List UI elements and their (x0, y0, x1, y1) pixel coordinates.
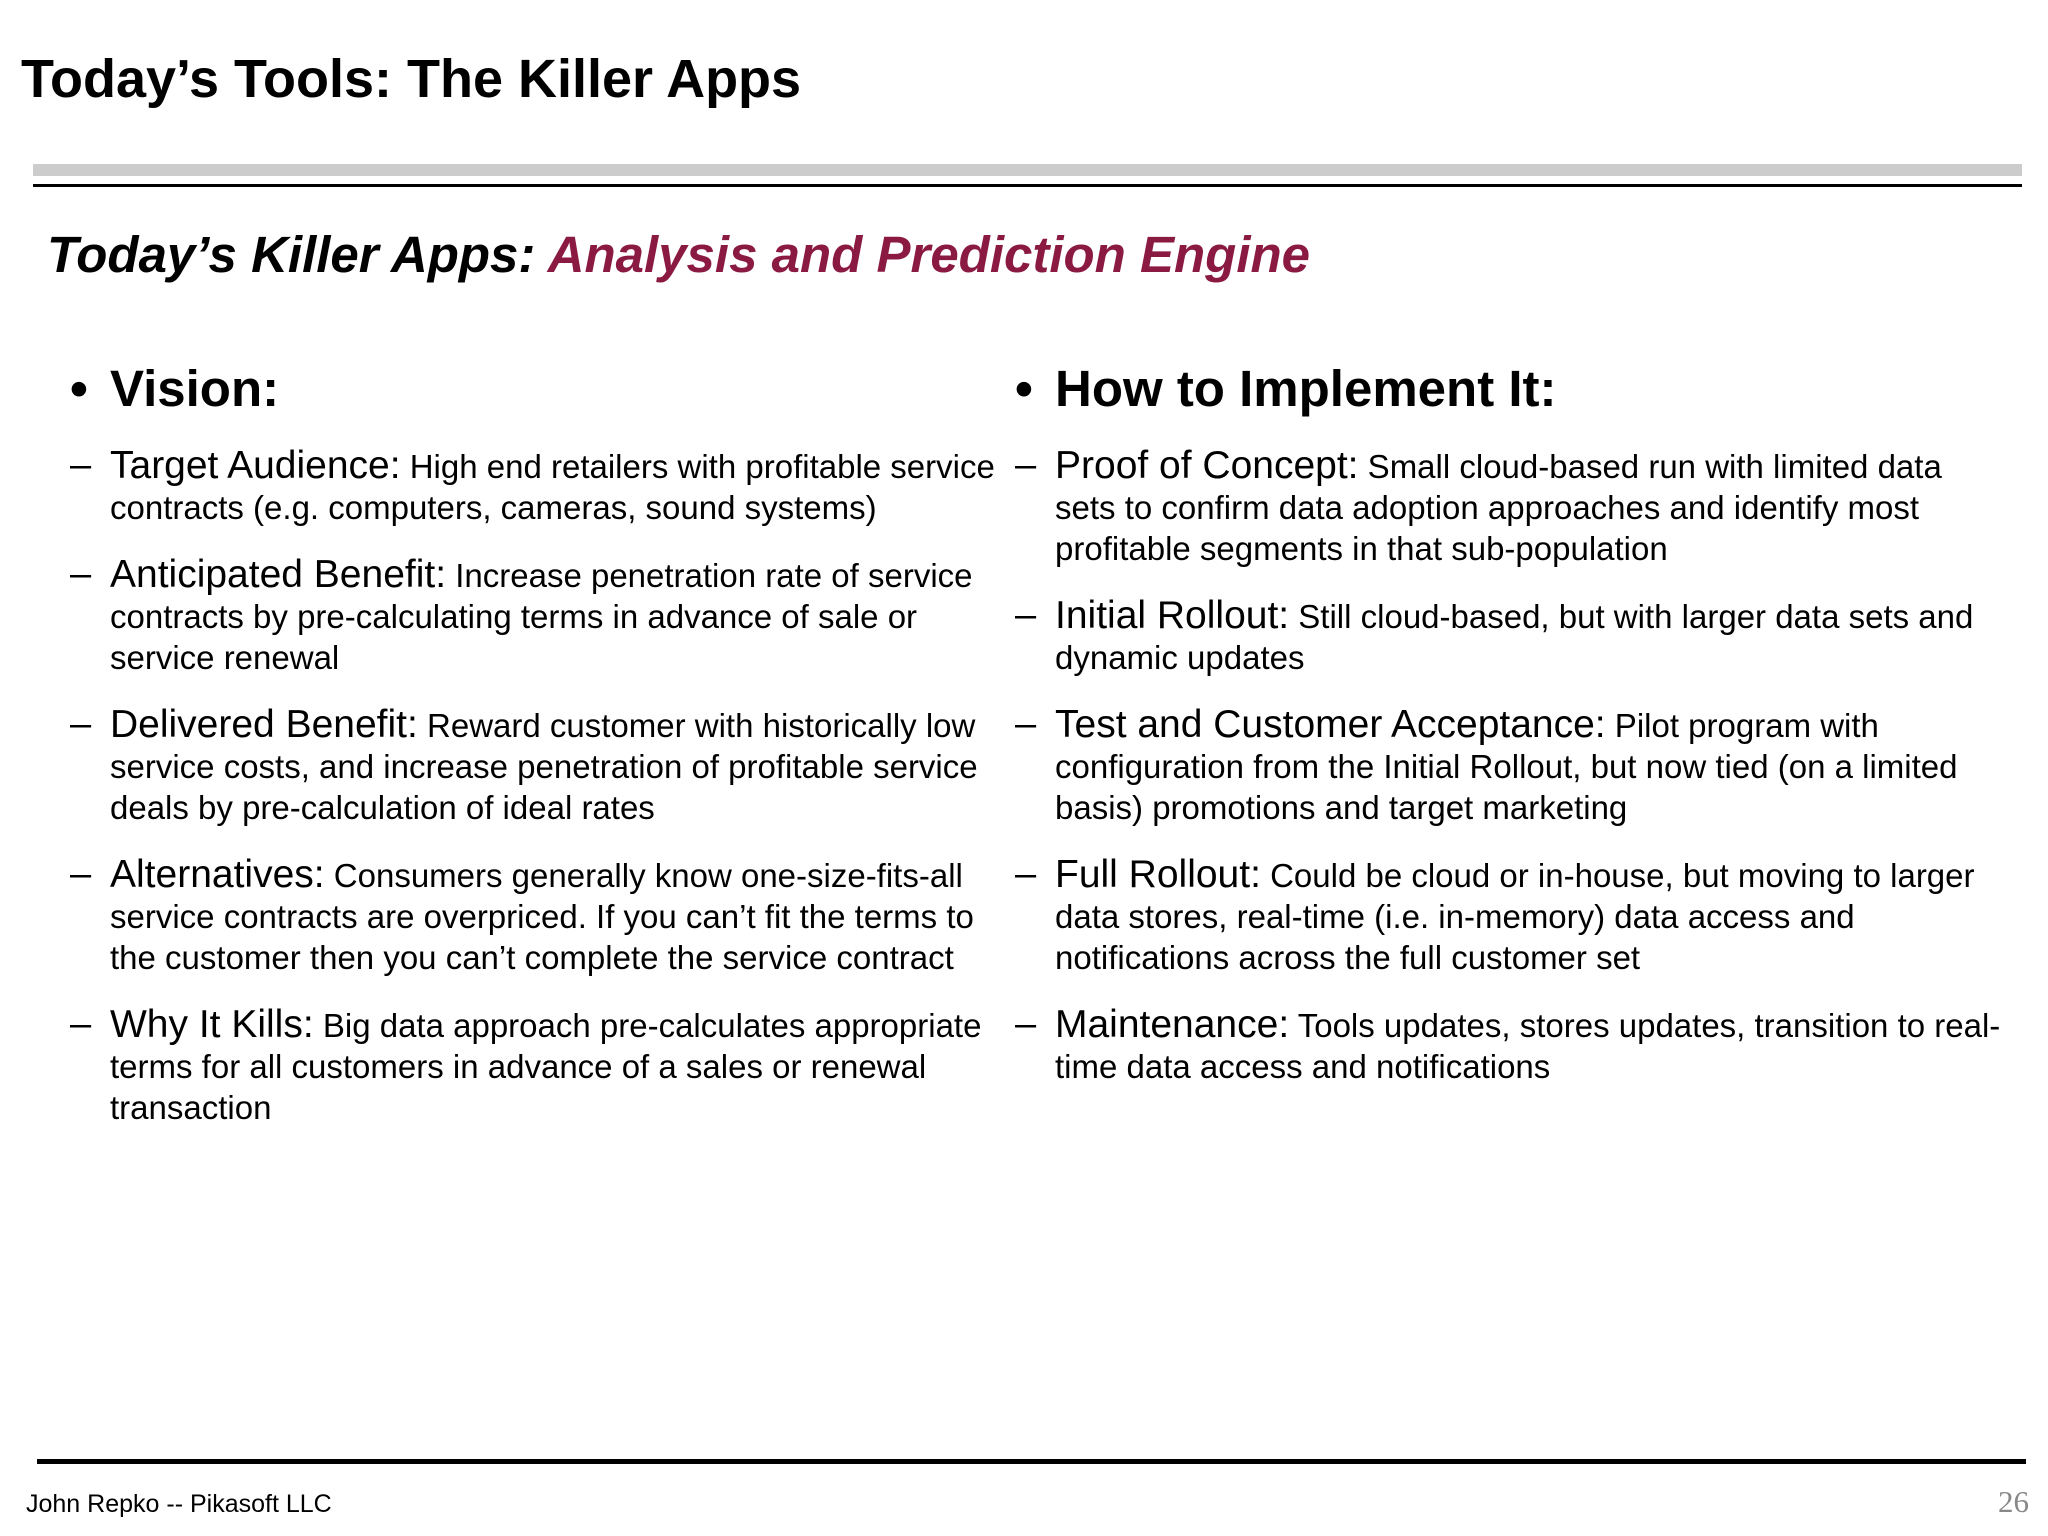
item-text: Small cloud-based run with limited data sets to confirm data adoption approaches and identify most profitable segments in that sub-population (1055, 448, 1942, 568)
dash-icon: – (70, 553, 92, 596)
implement-heading (1015, 358, 2005, 419)
item-label: Anticipated Benefit: (110, 553, 447, 597)
item-label: Maintenance: (1055, 1003, 1290, 1047)
subtitle-prefix: Today’s Killer Apps: (47, 226, 548, 283)
item-text: Still cloud-based, but with larger data sets and dynamic updates (1055, 598, 1974, 677)
vision-heading-text: Vision: (110, 360, 280, 417)
vision-item-delivered-benefit (70, 704, 1010, 828)
item-label: Proof of Concept: (1055, 444, 1359, 488)
vision-heading (70, 358, 1010, 419)
dash-icon: – (1015, 853, 1037, 896)
item-text: Reward customer with historically low service costs, and increase penetration of profitable service deals by pre-calculation of ideal rates (110, 707, 978, 827)
item-label: Test and Customer Acceptance: (1055, 703, 1606, 747)
item-label: Target Audience: (110, 444, 401, 488)
dash-icon: – (1015, 594, 1037, 637)
header-gray-rule (33, 164, 2022, 176)
dash-icon: – (70, 853, 92, 896)
item-text: Pilot program with configuration from the Initial Rollout, but now tied (on a limited basis) promotions and target marketing (1055, 707, 1958, 827)
page-number: 26 (1998, 1484, 2029, 1519)
implement-item-maintenance (1015, 1004, 2005, 1087)
item-text: Consumers generally know one-size-fits-all service contracts are overpriced. If you can’t fit the terms to the customer then you can’t complete the service contract (110, 857, 974, 977)
item-label: Full Rollout: (1055, 853, 1261, 897)
item-text: Increase penetration rate of service contracts by pre-calculating terms in advance of sale or service renewal (110, 557, 973, 677)
slide-title: Today’s Tools: The Killer Apps (21, 49, 802, 109)
item-label: Alternatives: (110, 853, 325, 897)
dash-icon: – (1015, 444, 1037, 487)
implement-item-test-acceptance (1015, 704, 2005, 828)
vision-item-anticipated-benefit (70, 554, 1010, 678)
implement-item-initial-rollout (1015, 595, 2005, 678)
implement-heading-text: How to Implement It: (1055, 360, 1557, 417)
implement-item-proof-of-concept (1015, 445, 2005, 569)
footer-rule (37, 1459, 2026, 1464)
vision-item-why-it-kills (70, 1004, 1010, 1128)
dash-icon: – (1015, 1003, 1037, 1046)
vision-item-alternatives (70, 854, 1010, 978)
dash-icon: – (70, 444, 92, 487)
slide-subtitle (47, 226, 1310, 285)
dash-icon: – (70, 1003, 92, 1046)
item-text: High end retailers with profitable service contracts (e.g. computers, cameras, sound systems) (110, 448, 995, 527)
implement-column (1015, 358, 2005, 1113)
item-text: Tools updates, stores updates, transition to real-time data access and notifications (1055, 1007, 2001, 1086)
subtitle-accent: Analysis and Prediction Engine (547, 226, 1311, 283)
item-text: Big data approach pre-calculates appropriate terms for all customers in advance of a sales or renewal transaction (110, 1007, 982, 1127)
item-text: Could be cloud or in-house, but moving to larger data stores, real-time (i.e. in-memory) data access and notifications across the full customer set (1055, 857, 1975, 977)
footer-author: John Repko -- Pikasoft LLC (26, 1490, 332, 1518)
item-label: Initial Rollout: (1055, 594, 1290, 638)
vision-column (70, 358, 1010, 1154)
implement-item-full-rollout (1015, 854, 2005, 978)
vision-item-target-audience (70, 445, 1010, 528)
dash-icon: – (70, 703, 92, 746)
bullet-icon: • (1015, 360, 1033, 417)
header-black-rule (33, 184, 2022, 187)
bullet-icon: • (70, 360, 88, 417)
dash-icon: – (1015, 703, 1037, 746)
item-label: Why It Kills: (110, 1003, 314, 1047)
item-label: Delivered Benefit: (110, 703, 418, 747)
